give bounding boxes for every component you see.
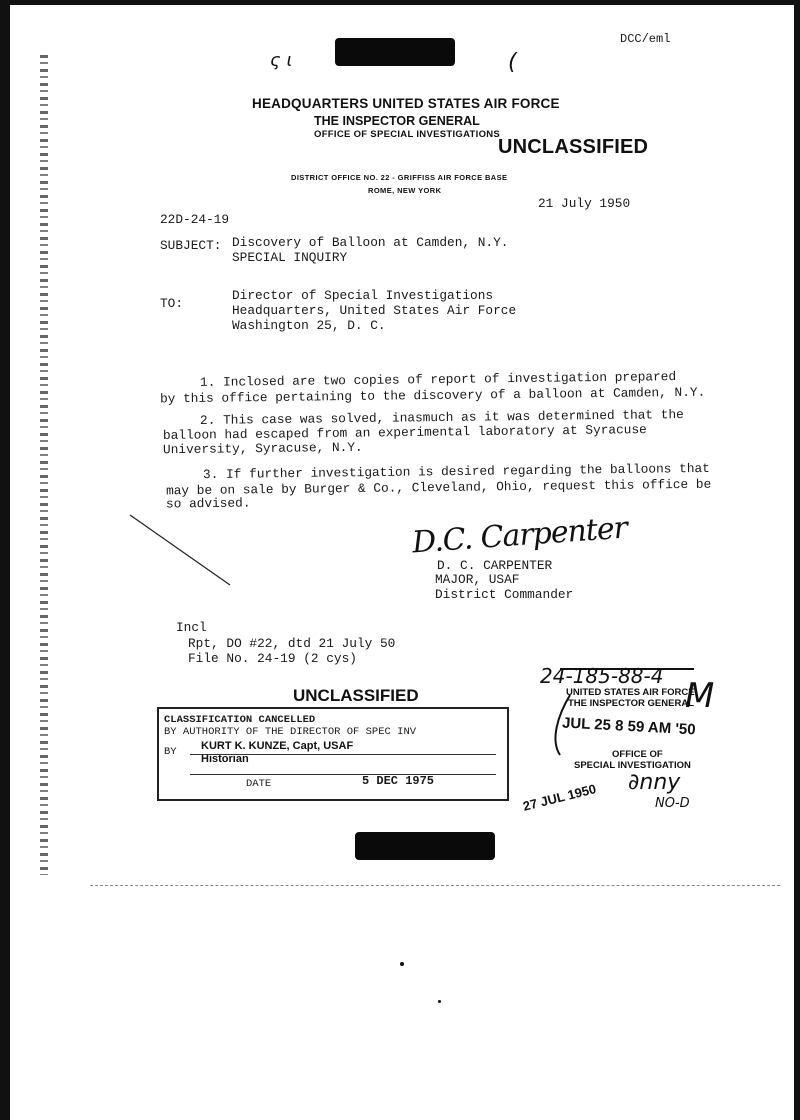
inclosure-label: Incl (176, 620, 207, 635)
declass-line-1: CLASSIFICATION CANCELLED (164, 714, 316, 726)
redaction-bottom (355, 832, 495, 860)
declass-rule (190, 754, 496, 755)
receipt-line-3: OFFICE OF (612, 749, 663, 760)
receipt-bracket (540, 690, 600, 760)
paragraph-3-line-3: so advised. (165, 495, 251, 512)
to-line-3: Washington 25, D. C. (232, 318, 386, 333)
paragraph-1-line-1: 1. Inclosed are two copies of report of investigation prepared (199, 369, 677, 390)
to-line-1: Director of Special Investigations (232, 288, 494, 303)
subject-line-1: Discovery of Balloon at Camden, N.Y. (232, 235, 509, 250)
signer-name: D. C. CARPENTER (437, 558, 553, 573)
receipt-line-2: THE INSPECTOR GENERAL (568, 698, 694, 709)
file-number: 22D-24-19 (160, 212, 230, 227)
redaction-top (335, 38, 455, 66)
paragraph-1-line-2: by this office pertaining to the discovery of a balloon at Camden, N.Y. (159, 384, 706, 407)
handwritten-mark: ς ɩ (270, 50, 294, 71)
signer-rank: MAJOR, USAF (435, 572, 520, 587)
signer-title: District Commander (435, 587, 574, 602)
receipt-initials: ∂nny (628, 770, 681, 795)
to-label: TO: (160, 296, 184, 311)
district-office: DISTRICT OFFICE NO. 22 - GRIFFISS AIR FORCE BASE (291, 173, 508, 182)
letterhead-ig: THE INSPECTOR GENERAL (314, 114, 480, 128)
handwritten-mark-2: ( (508, 50, 517, 75)
declass-date-value: 5 DEC 1975 (362, 774, 435, 788)
paragraph-3-line-2: may be on sale by Burger & Co., Cleveland, Ohio, request this office be (165, 476, 712, 499)
declass-line-2: BY AUTHORITY OF THE DIRECTOR OF SPEC INV (164, 726, 417, 738)
receipt-date-stamp: 27 JUL 1950 (521, 781, 598, 814)
scan-edge-right (794, 0, 800, 1120)
handwritten-signature: D.C. Carpenter (411, 510, 629, 561)
classification-marking: UNCLASSIFIED (498, 136, 649, 158)
speck (438, 1000, 441, 1003)
margin-stroke (120, 510, 240, 590)
paragraph-2-line-3: University, Syracuse, N.Y. (162, 439, 363, 458)
speck (400, 962, 404, 966)
file-reference: DCC/eml (620, 32, 671, 46)
receipt-note: NO-D (655, 796, 690, 811)
subject-label: SUBJECT: (160, 238, 222, 253)
receipt-number-strike (560, 668, 694, 670)
receipt-received-time: JUL 25 8 59 AM '50 (561, 714, 696, 739)
office-location: ROME, NEW YORK (368, 186, 442, 195)
declass-officer: KURT K. KUNZE, Capt, USAF (201, 740, 354, 752)
inclosure-line-2: File No. 24-19 (2 cys) (188, 651, 357, 666)
subject-line-2: SPECIAL INQUIRY (232, 250, 348, 265)
receipt-number: 24-185-88-4 (540, 664, 664, 688)
letterhead-hq: HEADQUARTERS UNITED STATES AIR FORCE (252, 96, 560, 111)
receipt-line-4: SPECIAL INVESTIGATION (574, 760, 691, 771)
declass-by-label: BY (164, 746, 177, 758)
scan-edge-top (0, 0, 800, 5)
scan-fold-line (90, 885, 780, 886)
scan-edge-left (0, 0, 10, 1120)
declass-header: UNCLASSIFIED (293, 686, 419, 705)
paragraph-2-line-1: 2. This case was solved, inasmuch as it was determined that the (199, 407, 684, 428)
declass-role: Historian (201, 753, 249, 765)
handwritten-m: M (685, 676, 715, 716)
letterhead-osi: OFFICE OF SPECIAL INVESTIGATIONS (314, 129, 501, 140)
binder-holes (40, 55, 48, 875)
declass-date-label: DATE (246, 778, 272, 790)
paragraph-3-line-1: 3. If further investigation is desired regarding the balloons that (202, 460, 710, 483)
paragraph-2-line-2: balloon had escaped from an experimental laboratory at Syracuse (162, 422, 647, 443)
to-line-2: Headquarters, United States Air Force (232, 303, 517, 318)
inclosure-line-1: Rpt, DO #22, dtd 21 July 50 (188, 636, 396, 651)
letter-date: 21 July 1950 (538, 196, 631, 211)
receipt-line-1: UNITED STATES AIR FORCE (566, 687, 695, 698)
declass-rule-2 (190, 774, 496, 775)
